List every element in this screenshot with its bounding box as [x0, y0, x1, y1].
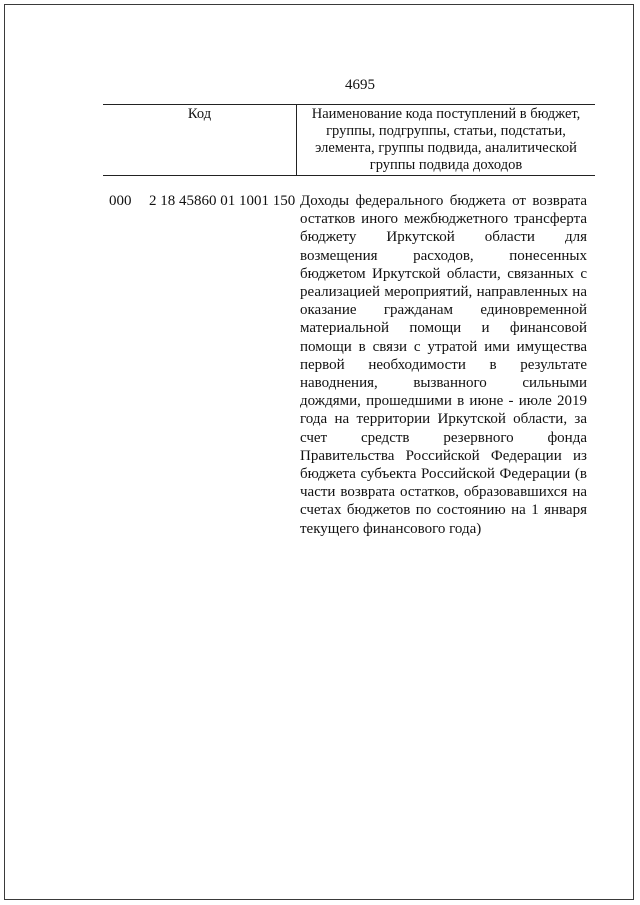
- revenue-code: 2 18 45860 01 1001 150: [149, 193, 296, 209]
- revenue-description: Доходы федерального бюджета от возврата остатков иного межбюджетного трансферта бюджету Иркутской области для возмещения расходов, понесенных бюджетом Иркутской области, связанных с реализацией мероприятий, направленных на оказание гражданам единовременной материальной помощи и финансовой помощи в связи с утратой ими имущества первой необходимости в результате наводнения, вызванного сильными дождями, прошедшими в июне - июле 2019 года на территории Иркутской области, за счет средств резервного фонда Правительства Российской Федерации из бюджета субъекта Российской Федерации (в части возврата остатков, образовавшихся на счетах бюджетов по состоянию на 1 января текущего финансового года): [300, 193, 587, 537]
- page-number: 4695: [345, 77, 375, 93]
- table-header: [103, 104, 595, 176]
- code-column-header: Код: [103, 105, 297, 176]
- admin-code: 000: [109, 193, 132, 209]
- table-header-row: [103, 105, 595, 176]
- name-column-header: Наименование кода поступлений в бюджет, группы, подгруппы, статьи, подстатьи, элемента, группы подвида, аналитической группы подвида доходов: [297, 105, 596, 176]
